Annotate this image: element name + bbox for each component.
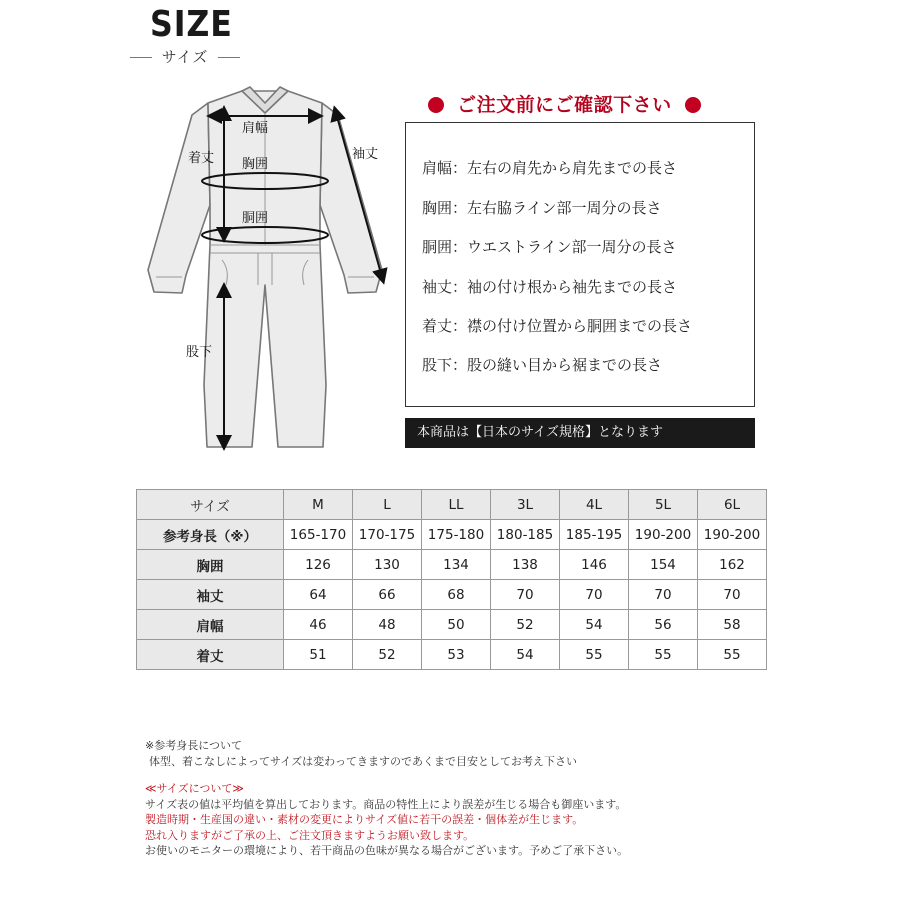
table-cell: 51 [284, 640, 353, 670]
table-cell: 130 [353, 550, 422, 580]
table-cell: 162 [698, 550, 767, 580]
table-cell: 53 [422, 640, 491, 670]
reference-height-text: 体型、着こなしによってサイズは変わってきますのであくまで目安としてお考え下さい [149, 754, 578, 768]
table-cell: 134 [422, 550, 491, 580]
table-cell: 126 [284, 550, 353, 580]
row-label: 肩幅 [137, 610, 284, 640]
table-cell: 48 [353, 610, 422, 640]
table-cell: 55 [629, 640, 698, 670]
page-subtitle [130, 46, 240, 68]
row-label: 袖丈 [137, 580, 284, 610]
coverall-diagram [130, 85, 400, 455]
table-cell: 190-200 [629, 520, 698, 550]
table-cell: 170-175 [353, 520, 422, 550]
row-label: 参考身長（※） [137, 520, 284, 550]
table-cell: 46 [284, 610, 353, 640]
table-cell: 55 [698, 640, 767, 670]
notice-title [428, 90, 701, 117]
size-header: L [353, 490, 422, 520]
table-cell: 146 [560, 550, 629, 580]
reference-height-title: ※参考身長について [145, 739, 242, 752]
japan-size-standard-banner: 本商品は【日本のサイズ規格】となります [405, 418, 755, 448]
figure-label-chest: 胸囲 [242, 157, 269, 172]
table-cell: 165-170 [284, 520, 353, 550]
table-cell: 190-200 [698, 520, 767, 550]
size-header: 5L [629, 490, 698, 520]
table-cell: 56 [629, 610, 698, 640]
table-header-label: サイズ [137, 490, 284, 520]
subtitle-divider-right [218, 57, 240, 58]
table-cell: 180-185 [491, 520, 560, 550]
table-cell: 54 [560, 610, 629, 640]
row-label: 胸囲 [137, 550, 284, 580]
table-cell: 66 [353, 580, 422, 610]
table-header-row [137, 490, 767, 520]
definition-item: 胴囲：ウエストライン部一周分の長さ [422, 238, 677, 256]
subtitle-divider-left [130, 57, 152, 58]
table-cell: 68 [422, 580, 491, 610]
figure-label-waist: 胴囲 [242, 211, 269, 226]
size-header: LL [422, 490, 491, 520]
notice-title-text: ご注文前にご確認下さい [457, 94, 672, 116]
red-dot-icon [428, 97, 444, 113]
table-cell: 185-195 [560, 520, 629, 550]
table-cell: 55 [560, 640, 629, 670]
page-title: SIZE [150, 4, 233, 45]
table-cell: 52 [353, 640, 422, 670]
size-header: 3L [491, 490, 560, 520]
table-row [137, 550, 767, 580]
table-cell: 50 [422, 610, 491, 640]
figure-label-sleeve: 袖丈 [352, 147, 379, 162]
figure-label-shoulder: 肩幅 [242, 121, 269, 136]
table-cell: 52 [491, 610, 560, 640]
table-cell: 64 [284, 580, 353, 610]
size-header: M [284, 490, 353, 520]
measurement-definitions-box [405, 122, 755, 407]
definition-item: 袖丈：袖の付け根から袖先までの長さ [422, 278, 678, 296]
notes-section [145, 738, 865, 859]
definition-item: 肩幅：左右の肩先から肩先までの長さ [422, 159, 678, 177]
table-cell: 58 [698, 610, 767, 640]
table-row [137, 580, 767, 610]
subtitle-text: サイズ [161, 48, 209, 66]
table-row [137, 640, 767, 670]
table-cell: 54 [491, 640, 560, 670]
table-cell: 70 [629, 580, 698, 610]
row-label: 着丈 [137, 640, 284, 670]
size-note-line: 恐れ入りますがご了承の上、ご注文頂きますようお願い致します。 [145, 828, 475, 842]
table-cell: 70 [491, 580, 560, 610]
size-note-line: サイズ表の値は平均値を算出しております。商品の特性上により誤差が生じる場合も御座います。 [145, 797, 627, 811]
definition-item: 着丈：襟の付け位置から胴囲までの長さ [422, 317, 693, 335]
table-row [137, 610, 767, 640]
size-table [136, 489, 767, 670]
size-header: 4L [560, 490, 629, 520]
table-cell: 138 [491, 550, 560, 580]
definition-item: 股下：股の縫い目から裾までの長さ [422, 356, 663, 374]
table-cell: 154 [629, 550, 698, 580]
figure-label-length: 着丈 [188, 151, 215, 166]
table-cell: 175-180 [422, 520, 491, 550]
size-note-line: お使いのモニターの環境により、若干商品の色味が異なる場合がございます。予めご了承下さい。 [145, 844, 629, 857]
size-notes-title: ≪サイズについて≫ [145, 782, 244, 795]
size-header: 6L [698, 490, 767, 520]
coverall-illustration [130, 85, 400, 455]
figure-label-inseam: 股下 [186, 345, 213, 360]
definition-item: 胸囲：左右脇ライン部一周分の長さ [422, 199, 662, 217]
red-dot-icon [685, 97, 701, 113]
size-note-line: 製造時期・生産国の違い・素材の変更によりサイズ値に若干の誤差・個体差が生じます。 [145, 813, 584, 826]
table-row [137, 520, 767, 550]
table-cell: 70 [560, 580, 629, 610]
table-cell: 70 [698, 580, 767, 610]
